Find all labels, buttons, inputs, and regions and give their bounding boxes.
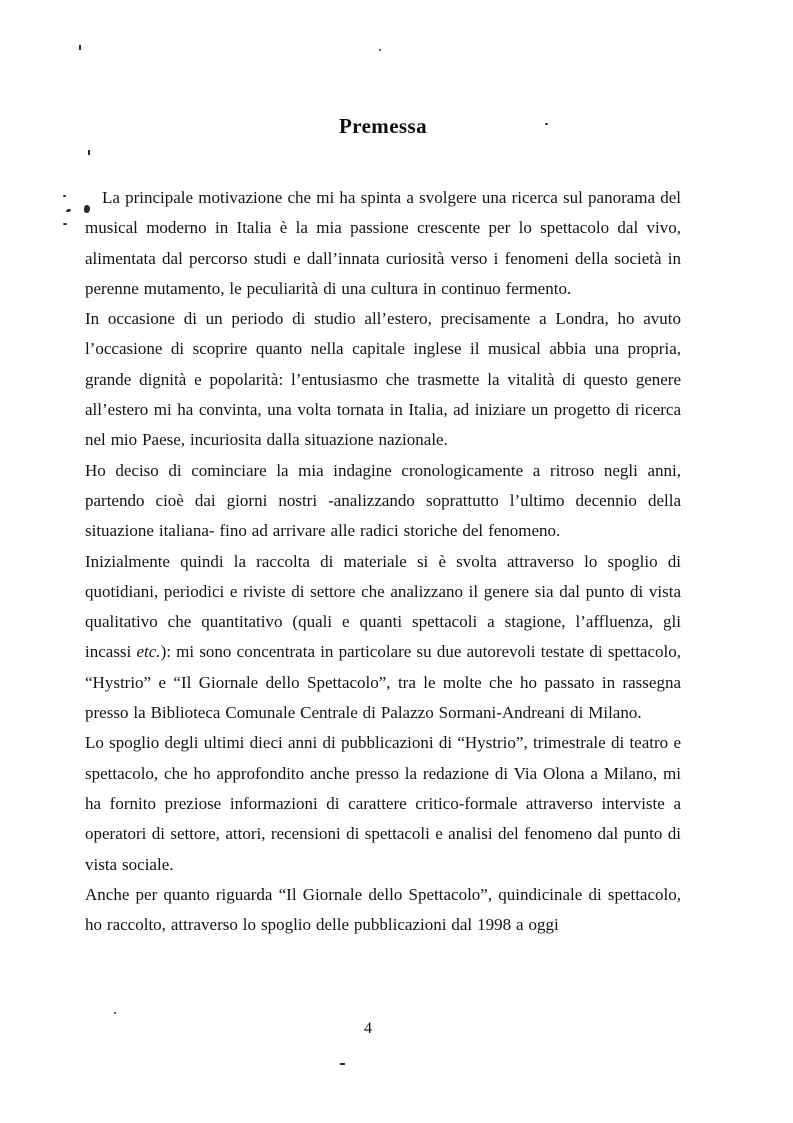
- paragraph-4-text-b: ): mi sono concentrata in particolare su due autorevoli testate di spettacolo, “Hystrio” e “Il Giornale dello Spettacolo”, tra le molte che ho passato in rassegna presso la Biblioteca Comunale Centrale di Palazzo Sormani-Andreani di Milano.: [85, 642, 681, 723]
- scan-artifact: [63, 223, 67, 225]
- paragraph-6: [85, 880, 681, 941]
- scan-artifact: [340, 1063, 345, 1065]
- scan-artifact: [66, 208, 72, 213]
- scan-artifact: [545, 123, 548, 125]
- scan-artifact: [114, 1012, 116, 1014]
- paragraph-5-text: Lo spoglio degli ultimi dieci anni di pubblicazioni di “Hystrio”, trimestrale di teatro e spettacolo, che ho approfondito anche presso la redazione di Via Olona a Milano, mi ha fornito preziose informazioni di carattere critico-formale attraverso interviste a operatori di settore, attori, recensioni di spettacoli e analisi del fenomeno dal punto di vista sociale.: [85, 733, 681, 874]
- paragraph-5: [85, 728, 681, 879]
- document-body: [85, 183, 681, 940]
- paragraph-2: [85, 304, 681, 455]
- paragraph-1-text: La principale motivazione che mi ha spinta a svolgere una ricerca sul panorama del musical moderno in Italia è la mia passione crescente per lo spettacolo dal vivo, alimentata dal percorso studi e dall’innata curiosità verso i fenomeni della società in perenne mutamento, le peculiarità di una cultura in continuo fermento.: [85, 188, 681, 298]
- paragraph-6-text: Anche per quanto riguarda “Il Giornale dello Spettacolo”, quindicinale di spettacolo, ho raccolto, attraverso lo spoglio delle pubblicazioni dal 1998 a oggi: [85, 884, 681, 935]
- scan-artifact: [79, 45, 81, 50]
- paragraph-4-etc-italic: etc.: [136, 642, 161, 662]
- scan-artifact: [379, 49, 381, 51]
- paragraph-2-text: In occasione di un periodo di studio all’estero, precisamente a Londra, ho avuto l’occasione di scoprire quanto nella capitale inglese il musical abbia una propria, grande dignità e popolarità: l’entusiasmo che trasmette la vitalità di questo genere all’estero mi ha convinta, una volta tornata in Italia, ad iniziare un progetto di ricerca nel mio Paese, incuriosita dalla situazione nazionale.: [85, 309, 681, 450]
- paragraph-4-text-a: Inizialmente quindi la raccolta di materiale si è svolta attraverso lo spoglio di quotidiani, periodici e riviste di settore che analizzano il genere sia dal punto di vista qualitativo che quantitativo (quali e quanti spettacoli a stagione, l’affluenza, gli incassi: [85, 551, 681, 662]
- paragraph-1: [85, 183, 681, 304]
- scan-artifact: [63, 195, 66, 197]
- paragraph-3-text: Ho deciso di cominciare la mia indagine cronologicamente a ritroso negli anni, partendo cioè dai giorni nostri -analizzando soprattutto l’ultimo decennio della situazione italiana- fino ad arrivare alle radici storiche del fenomeno.: [85, 460, 681, 541]
- page-title: Premessa: [339, 114, 427, 138]
- paragraph-3: [85, 456, 681, 547]
- scan-artifact: [88, 150, 90, 155]
- paragraph-4: [85, 547, 681, 729]
- page-number: 4: [364, 1020, 372, 1037]
